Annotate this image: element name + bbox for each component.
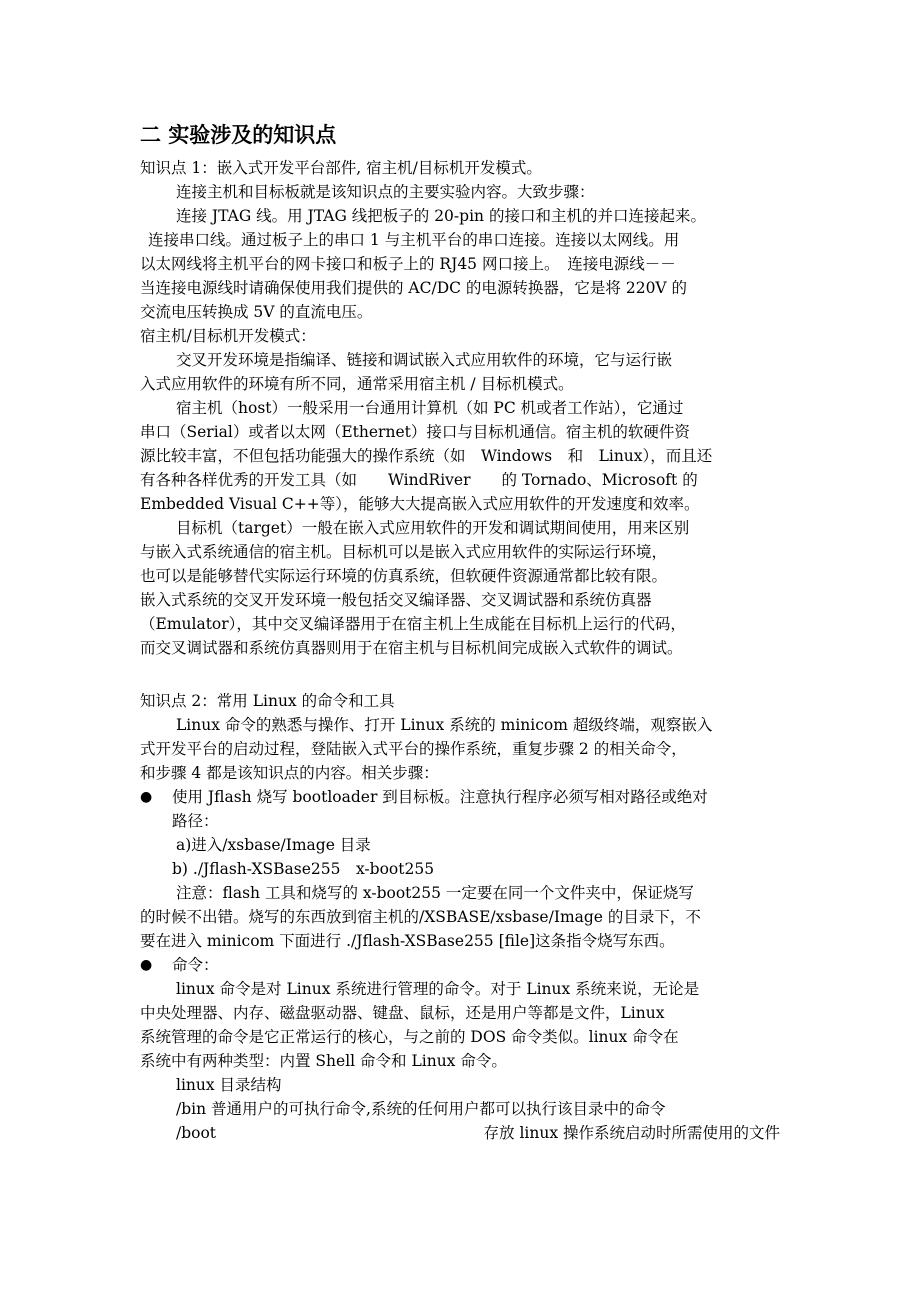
text-line: 与嵌入式系统通信的宿主机。目标机可以是嵌入式应用软件的实际运行环境， — [140, 543, 668, 561]
text-line: 式开发平台的启动过程，登陆嵌入式平台的操作系统，重复步骤 2 的相关命令， — [140, 740, 687, 758]
text-line: 而交叉调试器和系统仿真器则用于在宿主机与目标机间完成嵌入式软件的调试。 — [140, 639, 683, 657]
text-line: Linux 命令的熟悉与操作、打开 Linux 系统的 minicom 超级终端，观察嵌入 — [176, 716, 713, 734]
text-line: 源比较丰富，不但包括功能强大的操作系统（如 Windows 和 Linux），而且还 — [140, 447, 713, 465]
text-line: 使用 Jflash 烧写 bootloader 到目标板。注意执行程序必须写相对路径或绝对 — [172, 788, 708, 806]
text-line: （Emulator），其中交叉编译器用于在宿主机上生成能在目标机上运行的代码， — [140, 615, 686, 633]
text-line: 系统中有两种类型：内置 Shell 命令和 Linux 命令。 — [140, 1052, 507, 1070]
text-line: 串口（Serial）或者以太网（Ethernet）接口与目标机通信。宿主机的软硬件资 — [140, 423, 690, 441]
text-line: 命令： — [172, 956, 219, 974]
text-line: 连接主机和目标板就是该知识点的主要实验内容。大致步骤： — [176, 183, 595, 201]
text-line: /boot — [176, 1124, 217, 1142]
bullet-icon: ● — [140, 789, 153, 805]
text-line: 和步骤 4 都是该知识点的内容。相关步骤： — [140, 764, 439, 782]
text-line: 也可以是能够替代实际运行环境的仿真系统，但软硬件资源通常都比较有限。 — [140, 567, 668, 585]
text-line: 交流电压转换成 5V 的直流电压。 — [140, 303, 373, 321]
text-line: Embedded Visual C++等），能够大大提高嵌入式应用软件的开发速度和效率。 — [140, 495, 700, 513]
text-line: 嵌入式系统的交叉开发环境一般包括交叉编译器、交叉调试器和系统仿真器 — [140, 591, 652, 609]
text-line: 宿主机（host）一般采用一台通用计算机（如 PC 机或者工作站），它通过 — [176, 399, 684, 417]
text-line: 连接 JTAG 线。用 JTAG 线把板子的 20-pin 的接口和主机的并口连接起来。 — [176, 207, 706, 225]
text-line: 宿主机/目标机开发模式： — [140, 327, 316, 345]
text-line: 的时候不出错。烧写的东西放到宿主机的/XSBASE/xsbase/Image 的目录下，不 — [140, 908, 701, 926]
text-line: 入式应用软件的环境有所不同，通常采用宿主机 / 目标机模式。 — [140, 375, 574, 393]
text-line: 知识点 2：常用 Linux 的命令和工具 — [140, 692, 395, 710]
text-line: 目标机（target）一般在嵌入式应用软件的开发和调试期间使用，用来区别 — [176, 519, 690, 537]
text-line: /bin 普通用户的可执行命令,系统的任何用户都可以执行该目录中的命令 — [176, 1100, 666, 1118]
text-line: a)进入/xsbase/Image 目录 — [176, 836, 371, 854]
section-heading: 二 实验涉及的知识点 — [140, 123, 337, 147]
text-line: 要在进入 minicom 下面进行 ./Jflash-XSBase255 [file]这条指令烧写东西。 — [140, 932, 675, 950]
text-line: 以太网线将主机平台的网卡接口和板子上的 RJ45 网口接上。 连接电源线－－ — [140, 255, 676, 273]
bullet-icon: ● — [140, 957, 153, 973]
text-line: 连接串口线。通过板子上的串口 1 与主机平台的串口连接。连接以太网线。用 — [148, 231, 680, 249]
text-line: linux 命令是对 Linux 系统进行管理的命令。对于 Linux 系统来说，无论是 — [176, 980, 700, 998]
text-line: b) ./Jflash-XSBase255 x-boot255 — [172, 860, 435, 878]
text-line: 知识点 1：嵌入式开发平台部件, 宿主机/目标机开发模式。 — [140, 159, 542, 177]
text-line: 存放 linux 操作系统启动时所需使用的文件 — [483, 1124, 780, 1142]
text-line: linux 目录结构 — [176, 1076, 282, 1094]
text-line: 中央处理器、内存、磁盘驱动器、键盘、鼠标，还是用户等都是文件，Linux — [140, 1004, 665, 1022]
text-line: 当连接电源线时请确保使用我们提供的 AC/DC 的电源转换器，它是将 220V 的 — [140, 279, 688, 297]
text-line: 有各种各样优秀的开发工具（如 WindRiver 的 Tornado、Microsoft 的 — [140, 471, 698, 489]
text-line: 系统管理的命令是它正常运行的核心，与之前的 DOS 命令类似。linux 命令在 — [140, 1028, 679, 1046]
text-line: 注意：flash 工具和烧写的 x-boot255 一定要在同一个文件夹中，保证烧写 — [176, 884, 694, 902]
text-line: 路径： — [172, 812, 219, 830]
text-line: 交叉开发环境是指编译、链接和调试嵌入式应用软件的环境，它与运行嵌 — [176, 351, 673, 369]
